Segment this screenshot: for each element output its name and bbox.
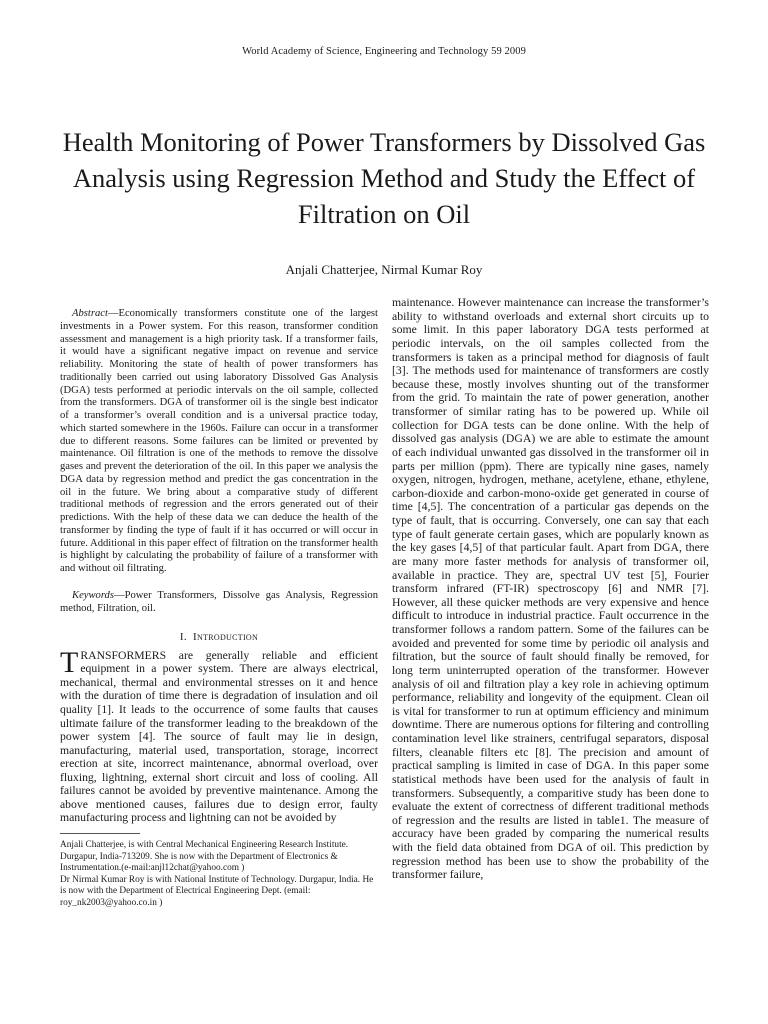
intro-paragraph [60, 645, 378, 825]
section-heading [60, 631, 378, 645]
footnote-1: Anjali Chatterjee, is with Central Mechanical Engineering Research Institute. Durgapur, India-713209. She is now with the Department of Electronics & Instrumentation.(e-mail:anjl12chat@yahoo.com ) [60, 839, 349, 874]
keywords [60, 590, 378, 616]
section-title: Introduction [193, 631, 259, 644]
intro-first-word: RANSFORMERS [80, 648, 167, 662]
paper-title: Health Monitoring of Power Transformers by Dissolved Gas Analysis using Regression Method and Study the Effect of Filtration on Oil [62, 127, 706, 229]
journal-header: World Academy of Science, Engineering and Technology 59 2009 [242, 46, 526, 57]
authors: Anjali Chatterjee, Nirmal Kumar Roy [285, 262, 483, 277]
footnote-rule [60, 833, 140, 834]
abstract-text: —Economically transformers constitute one of the largest investments in a Power system. For this reason, transformer condition assessment and management is a high priority task. If a transformer fails, it would have a significant negative impact on revenue and service reliability. Monitoring the state of health of power transformers has traditionally been carried out using laboratory Dissolved Gas Analysis (DGA) tests performed at periodic intervals on the oil sample, collected from the transformers. DGA of transformer oil is the single best indicator of a transformer’s overall condition and is a universal practice today, which started somewhere in the 1960s. Failure can occur in a transformer due to different reasons. Some failures can be limited or prevented by maintenance. Oil filtration is one of the methods to remove the dissolve gases and prevent the deterioration of the oil. In this paper we analysis the DGA data by regression method and predict the gas concentration in the oil in the future. We bring about a comparative study of different traditional methods of regression and the errors generated out of their predictions. With the help of these data we can deduce the health of the transformer by finding the type of fault if it has occurred or will occur in future. Additional in this paper effect of filtration on the transformer health is highlight by calculating the probability of failure of a transformer with and without oil filtrating. [60, 308, 378, 574]
drop-cap: T [60, 645, 79, 679]
footnote-2: Dr Nirmal Kumar Roy is with National Institute of Technology. Durgapur, India. He is now with the Department of Electrical Engineering Dept. (email: roy_nk2003@yahoo.co.in ) [60, 874, 374, 908]
left-column [60, 308, 378, 909]
intro-text: are generally reliable and efficient equipment in a power system. There are always electrical, mechanical, thermal and environmental stresses on it and hence with the duration of time there is degradation of insulation and oil quality [1]. It leads to the occurrence of some faults that causes ultimate failure of the transformer leading to the breakdown of the power system [4]. The source of fault may lie in design, manufacturing, material used, transportation, storage, incorrect erection at site, incorrect maintenance, abnormal overload, over fluxing, lightning, external short circuit and loss of cooling. All failures cannot be avoided by preventive maintenance. Among the above mentioned causes, failures due to design error, faulty manufacturing process and lightning can not be avoided by [60, 648, 378, 825]
right-column [392, 296, 709, 882]
abstract-label: Abstract [72, 308, 108, 319]
section-number: I. [179, 631, 187, 644]
right-column-text: maintenance. However maintenance can increase the transformer’s ability to withstand overloads and external short circuits up to some limit. In this paper laboratory DGA tests performed at periodic intervals, on the oil samples collected from the transformers is taken as a principal method for diagnosis of fault [3]. The methods used for maintenance of transformers are costly because these, mostly involves shunting out of the transformer from the grid. To maintain the rate of power generation, another transformer of similar rating has to be powered up. While oil collection for DGA tests can be done online. With the help of dissolved gas analysis (DGA) we are able to estimate the amount of each individual unwanted gas dissolved in the transformer oil in parts per million (ppm). There are typically nine gases, namely oxygen, nitrogen, hydrogen, methane, acetylene, ethane, ethylene, carbon-dioxide and carbon-mono-oxide get generated in course of time [4,5]. The concentration of a particular gas depends on the type of fault, that is occurring. Conversely, one can say that each type of fault generate certain gases, which are popularly known as the key gases [4,5] of that particular fault. Apart from DGA, there are many more faster methods for analysis of transformer oil, available in practice. They are, spectral UV test [5], Fourier transform infrared (FT-IR) spectroscopy [6] and NMR [7]. However, all these quicker methods are very expensive and hence difficult to introduce in industrial practice. Fault occurrence in the transformer follows a random pattern. Some of the failures can be avoided and prevented for some time by periodic oil analysis and filtration, but the source of fault should finally be removed, for long term uninterrupted operation of the transformer. However analysis of oil and filtration play a key role in achieving optimum performance, reliability and longevity of the equipment. Clean oil is vital for transformer to run at optimum efficiency and minimum downtime. There are numerous options for filtering and controlling contamination level like strainers, centrifugal separators, disposal filters, cleanable filters etc [8]. The precision and amount of practical sampling is limited in case of DGA. In this paper some statistical methods have been used for the analysis of fault in transformers. Subsequently, a comparitive study has been done to evaluate the extent of correctness of different traditional methods of regression and the results are listed in table1. The measure of accuracy have been graded by comparing the numerical results with the field data obtained from DGA of oil. This prediction by regression method has been use to show the probability of the transformer failure, [392, 296, 709, 882]
footnotes [60, 840, 378, 910]
abstract [60, 308, 378, 576]
keywords-text: —Power Transformers, Dissolve gas Analysis, Regression method, Filtration, oil. [60, 589, 378, 614]
keywords-label: Keywords [72, 589, 114, 601]
